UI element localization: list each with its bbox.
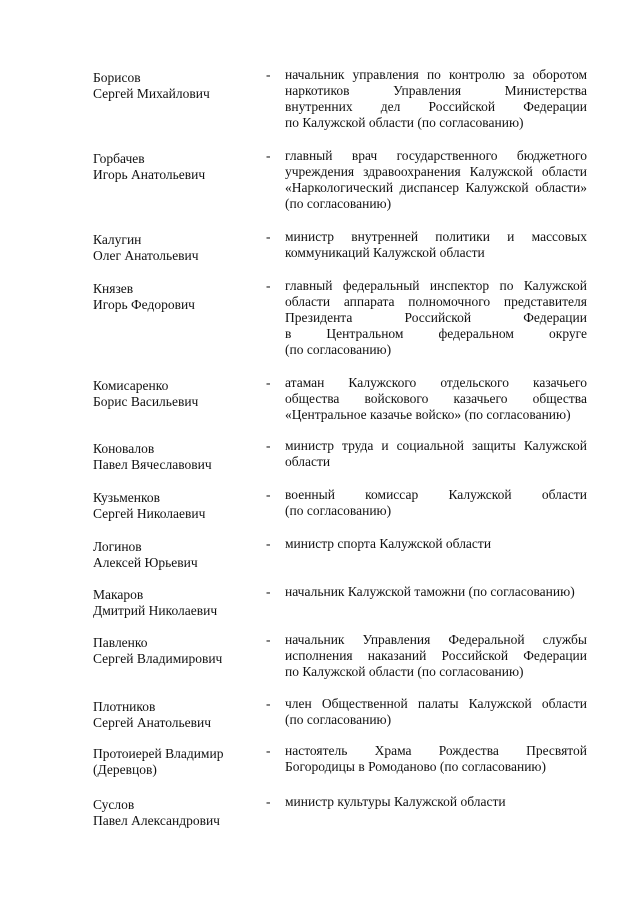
role-line: министр спорта Калужской области xyxy=(285,536,492,551)
member-name xyxy=(93,378,258,410)
member-given-names: Игорь Федорович xyxy=(93,297,195,312)
member-role xyxy=(285,696,587,728)
role-line: области аппарата полномочного представителя xyxy=(285,294,587,309)
role-line: член Общественной палаты Калужской области xyxy=(285,696,587,711)
member-surname: Горбачев xyxy=(93,151,145,166)
role-line: (по согласованию) xyxy=(285,712,392,727)
member-given-names: Алексей Юрьевич xyxy=(93,555,198,570)
role-line: атаман Калужского отдельского казачьего xyxy=(285,375,587,390)
role-line: по Калужской области (по согласованию) xyxy=(285,115,524,130)
member-name xyxy=(93,490,258,522)
member-surname: Коновалов xyxy=(93,441,155,456)
role-line: коммуникаций Калужской области xyxy=(285,245,485,260)
member-given-names: Дмитрий Николаевич xyxy=(93,603,218,618)
member-name xyxy=(93,635,258,667)
member-given-names: Павел Александрович xyxy=(93,813,220,828)
entry-dash: - xyxy=(266,632,271,647)
member-role xyxy=(285,743,587,775)
member-role xyxy=(285,278,587,358)
role-line: наркотиков Управления Министерства xyxy=(285,83,587,98)
member-name xyxy=(93,797,258,829)
entry-dash: - xyxy=(266,794,271,809)
role-line: настоятель Храма Рождества Пресвятой xyxy=(285,743,587,758)
role-line: министр труда и социальной защиты Калужской xyxy=(285,438,587,453)
role-line: «Наркологический диспансер Калужской области» xyxy=(285,180,587,195)
member-name xyxy=(93,281,258,313)
member-name xyxy=(93,539,258,571)
entry-dash: - xyxy=(266,278,271,293)
role-line: министр культуры Калужской области xyxy=(285,794,506,809)
role-line: (по согласованию) xyxy=(285,503,392,518)
member-surname: Макаров xyxy=(93,587,144,602)
role-line: (по согласованию) xyxy=(285,196,392,211)
member-role xyxy=(285,487,587,519)
role-line: «Центральное казачье войско» (по согласованию) xyxy=(285,407,571,422)
member-surname: Логинов xyxy=(93,539,142,554)
member-surname: Кузьменков xyxy=(93,490,160,505)
entry-dash: - xyxy=(266,438,271,453)
member-given-names: Павел Вячеславович xyxy=(93,457,212,472)
member-name xyxy=(93,151,258,183)
role-line: по Калужской области (по согласованию) xyxy=(285,664,524,679)
member-surname: Павленко xyxy=(93,635,148,650)
member-surname: Суслов xyxy=(93,797,135,812)
member-name xyxy=(93,746,258,778)
member-role xyxy=(285,375,587,423)
member-role xyxy=(285,148,587,212)
member-name xyxy=(93,587,258,619)
member-role xyxy=(285,536,587,552)
role-line: Президента Российской Федерации xyxy=(285,310,587,325)
member-title-name: Протоиерей Владимир xyxy=(93,746,224,761)
role-line: начальник управления по контролю за оборотом xyxy=(285,67,587,82)
entry-dash: - xyxy=(266,67,271,82)
member-role xyxy=(285,794,587,810)
member-given-names: Борис Васильевич xyxy=(93,394,199,409)
entry-dash: - xyxy=(266,536,271,551)
member-role xyxy=(285,584,587,600)
member-given-names: Сергей Николаевич xyxy=(93,506,206,521)
member-surname: Калугин xyxy=(93,232,142,247)
role-line: начальник Калужской таможни (по согласованию) xyxy=(285,584,575,599)
entry-dash: - xyxy=(266,375,271,390)
member-surname: Комисаренко xyxy=(93,378,169,393)
role-line: внутренних дел Российской Федерации xyxy=(285,99,587,114)
role-line: начальник Управления Федеральной службы xyxy=(285,632,587,647)
member-name xyxy=(93,441,258,473)
member-given-names: Сергей Михайлович xyxy=(93,86,210,101)
entry-dash: - xyxy=(266,229,271,244)
member-surname: Борисов xyxy=(93,70,141,85)
member-name xyxy=(93,70,258,102)
role-line: главный врач государственного бюджетного xyxy=(285,148,587,163)
member-given-names: Сергей Анатольевич xyxy=(93,715,212,730)
member-given-names: Олег Анатольевич xyxy=(93,248,199,263)
role-line: главный федеральный инспектор по Калужской xyxy=(285,278,587,293)
member-name xyxy=(93,699,258,731)
member-role xyxy=(285,632,587,680)
member-surname: Плотников xyxy=(93,699,156,714)
role-line: учреждения здравоохранения Калужской области xyxy=(285,164,587,179)
entry-dash: - xyxy=(266,584,271,599)
entry-dash: - xyxy=(266,148,271,163)
entry-dash: - xyxy=(266,743,271,758)
role-line: (по согласованию) xyxy=(285,342,392,357)
entry-dash: - xyxy=(266,696,271,711)
member-secular-surname: (Деревцов) xyxy=(93,762,157,777)
member-role xyxy=(285,229,587,261)
role-line: военный комиссар Калужской области xyxy=(285,487,587,502)
role-line: в Центральном федеральном округе xyxy=(285,326,587,341)
member-given-names: Сергей Владимирович xyxy=(93,651,223,666)
role-line: Богородицы в Ромоданово (по согласованию) xyxy=(285,759,547,774)
member-role xyxy=(285,67,587,131)
member-surname: Князев xyxy=(93,281,134,296)
role-line: министр внутренней политики и массовых xyxy=(285,229,587,244)
role-line: общества войскового казачьего общества xyxy=(285,391,587,406)
role-line: области xyxy=(285,454,331,469)
member-name xyxy=(93,232,258,264)
role-line: исполнения наказаний Российской Федерации xyxy=(285,648,587,663)
member-given-names: Игорь Анатольевич xyxy=(93,167,206,182)
entry-dash: - xyxy=(266,487,271,502)
member-role xyxy=(285,438,587,470)
